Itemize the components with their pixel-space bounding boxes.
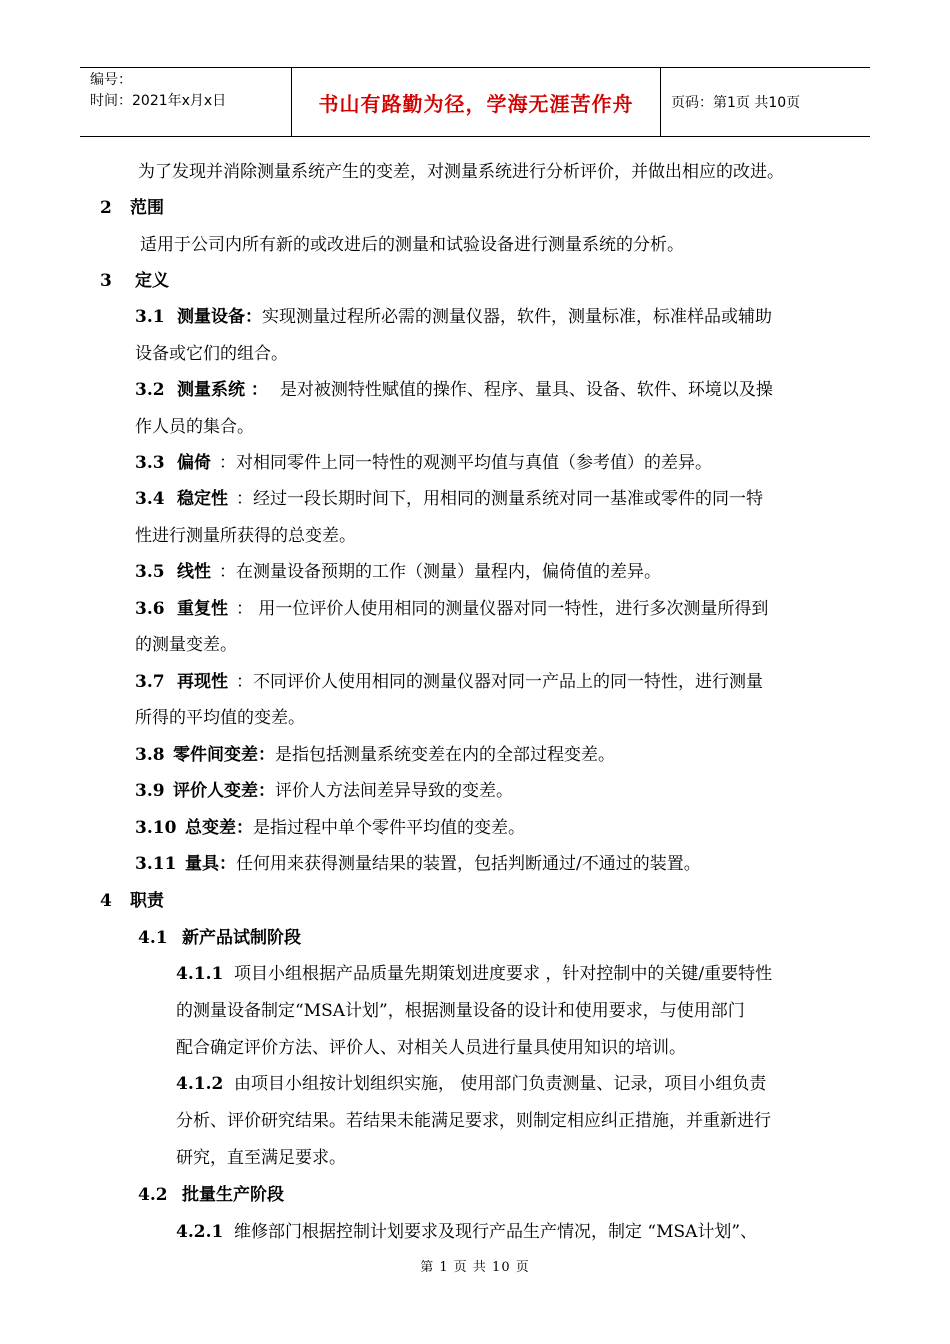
definition-number: 3.5 [135,562,165,582]
definition-number: 3.3 [135,453,165,473]
header-page-number: 页码：第1页 共10页 [671,95,801,111]
clause-number: 4.1.2 [176,1074,224,1094]
section-number: 4.2 [138,1185,168,1205]
definition-3-5 [135,560,661,584]
clause-4-1-2 [176,1072,766,1096]
section-number: 4 [100,891,112,911]
clause-4-1-1-line-2: 的测量设备制定“MSA计划”，根据测量设备的设计和使用要求，与使用部门 [176,1001,745,1021]
definition-3-8 [135,743,615,767]
clause-text: 由项目小组按计划组织实施， 使用部门负责测量、记录，项目小组负责 [234,1074,767,1094]
definition-text: 是指包括测量系统变差在内的全部过程变差。 [275,745,615,765]
definition-term: 总变差： [185,818,253,838]
definition-number: 3.8 [135,745,165,765]
definition-text: ：在测量设备预期的工作（测量）量程内，偏倚值的差异。 [219,562,661,582]
definition-3-2 [135,378,773,402]
definition-text: ：经过一段长期时间下，用相同的测量系统对同一基准或零件的同一特 [236,489,763,509]
clause-text: 维修部门根据控制计划要求及现行产品生产情况，制定 “MSA计划”、 [234,1222,758,1242]
definition-term: 再现性 [177,672,228,692]
definition-number: 3.6 [135,599,165,619]
section-4-2-heading [138,1183,284,1207]
definition-term: 零件间变差： [173,745,275,765]
definition-text: ：不同评价人使用相同的测量仪器对同一产品上的同一特性，进行测量 [236,672,763,692]
clause-4-1-2-line-2: 分析、评价研究结果。若结果未能满足要求，则制定相应纠正措施，并重新进行 [176,1111,771,1131]
definition-text: 是对被测特性赋值的操作、程序、量具、设备、软件、环境以及操 [279,380,773,400]
purpose-paragraph: 为了发现并消除测量系统产生的变差，对测量系统进行分析评价，并做出相应的改进。 [138,162,784,182]
definition-text: 评价人方法间差异导致的变差。 [275,781,513,801]
definition-3-4-continued: 性进行测量所获得的总变差。 [135,526,356,546]
definition-3-4 [135,487,763,511]
definition-number: 3.7 [135,672,165,692]
section-number: 2 [100,198,112,218]
clause-4-2-1 [176,1220,757,1244]
clause-4-1-1 [176,962,772,986]
definition-number: 3.2 [135,380,165,400]
definition-3-6-continued: 的测量变差。 [135,635,237,655]
definition-term: 测量设备： [177,307,262,327]
definition-text: 任何用来获得测量结果的装置，包括判断通过/不通过的装置。 [236,854,701,874]
definition-3-1 [135,305,772,329]
definition-number: 3.1 [135,307,165,327]
definition-term: 重复性 [177,599,228,619]
definition-number: 3.11 [135,854,177,874]
definition-3-10 [135,816,525,840]
definition-text: ： 用一位评价人使用相同的测量仪器对同一特性，进行多次测量所得到 [236,599,769,619]
section-title: 定义 [135,271,169,291]
section-number: 4.1 [138,928,168,948]
definition-text: ：对相同零件上同一特性的观测平均值与真值（参考值）的差异。 [219,453,712,473]
definition-number: 3.9 [135,781,165,801]
section-title: 批量生产阶段 [182,1185,284,1205]
section-4-1-heading [138,926,301,950]
section-title: 新产品试制阶段 [182,928,301,948]
definition-3-9 [135,779,513,803]
definition-term: 量具： [185,854,236,874]
scope-paragraph: 适用于公司内所有新的或改进后的测量和试验设备进行测量系统的分析。 [140,235,684,255]
clause-text: 项目小组根据产品质量先期策划进度要求 ，针对控制中的关键/重要特性 [234,964,773,984]
section-4-heading [100,889,164,913]
definition-number: 3.4 [135,489,165,509]
definition-term: 评价人变差： [173,781,275,801]
definition-number: 3.10 [135,818,177,838]
definition-text: 实现测量过程所必需的测量仪器，软件，测量标准，标准样品或辅助 [262,307,772,327]
definition-3-11 [135,852,701,876]
definition-3-2-continued: 作人员的集合。 [135,417,254,437]
section-number: 3 [100,271,112,291]
section-2-heading [100,196,164,220]
definition-text: 是指过程中单个零件平均值的变差。 [253,818,525,838]
definition-term: 测量系统 ： [177,380,268,400]
header-motto: 书山有路勤为径，学海无涯苦作舟 [292,68,661,136]
definition-3-1-continued: 设备或它们的组合。 [135,344,288,364]
section-title: 职责 [130,891,164,911]
definition-term: 偏倚 [177,453,211,473]
clause-number: 4.1.1 [176,964,224,984]
document-time-label: 时间：2021年x月x日 [90,93,227,109]
header-table [80,67,870,137]
clause-4-1-1-line-3: 配合确定评价方法、评价人、对相关人员进行量具使用知识的培训。 [176,1038,686,1058]
clause-number: 4.2.1 [176,1222,224,1242]
page-footer: 第 1 页 共 10 页 [420,1260,530,1275]
header-meta-cell [80,68,292,136]
section-3-heading [100,269,169,293]
definition-3-6 [135,597,768,621]
document-number-label: 编号： [90,72,132,88]
definition-3-3 [135,451,712,475]
definition-term: 稳定性 [177,489,228,509]
definition-term: 线性 [177,562,211,582]
section-title: 范围 [130,198,164,218]
clause-4-1-2-line-3: 研究，直至满足要求。 [176,1148,346,1168]
definition-3-7 [135,670,763,694]
definition-3-7-continued: 所得的平均值的变差。 [135,708,305,728]
